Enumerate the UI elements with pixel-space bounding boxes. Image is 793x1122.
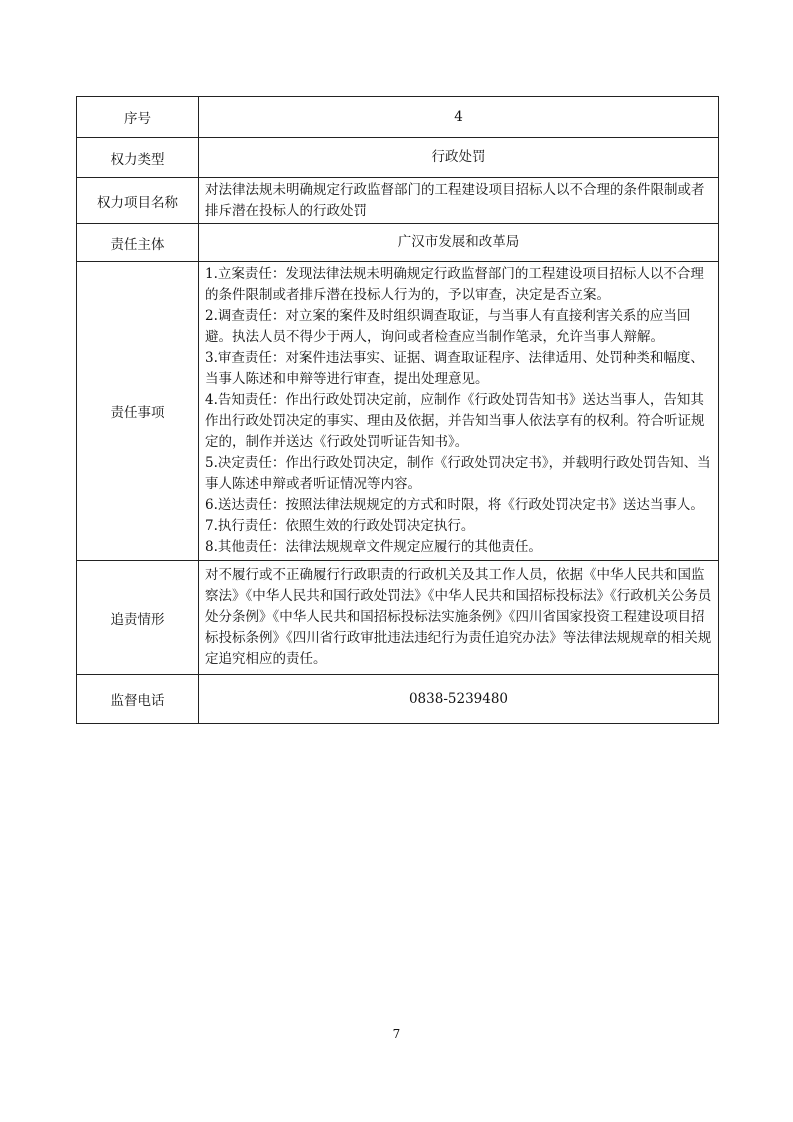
value-subject: 广汉市发展和改革局 [397, 234, 520, 250]
label-item-name: 权力项目名称 [77, 178, 199, 223]
responsibility-item: 1.立案责任：发现法律法规未明确规定行政监督部门的工程建设项目招标人以不合理的条件限制或者排斥潜在投标人行为的，予以审查，决定是否立案。 [205, 266, 704, 303]
value-phone: 0838-5239480 [408, 690, 509, 707]
label-power-type: 权力类型 [77, 138, 199, 177]
responsibility-item: 2.调查责任：对立案的案件及时组织调查取证，与当事人有直接利害关系的应当回避。执法人员不得少于两人，询问或者检查应当制作笔录，允许当事人辩解。 [205, 308, 691, 345]
row-phone [77, 675, 718, 723]
label-phone: 监督电话 [77, 675, 199, 723]
label-subject: 责任主体 [77, 224, 199, 261]
label-number: 序号 [77, 97, 199, 137]
value-number: 4 [454, 108, 463, 125]
responsibility-item: 8.其他责任：法律法规规章文件规定应履行的其他责任。 [205, 539, 542, 555]
responsibility-item: 6.送达责任：按照法律法规规定的方式和时限，将《行政处罚决定书》送达当事人。 [205, 497, 704, 513]
value-responsibilities [199, 262, 718, 560]
responsibility-item: 5.决定责任：作出行政处罚决定，制作《行政处罚决定书》，并载明行政处罚告知、当事人陈述申辩或者听证情况等内容。 [205, 455, 711, 492]
value-power-type: 行政处罚 [431, 149, 486, 165]
responsibility-list [205, 264, 712, 558]
responsibility-table [76, 96, 719, 724]
responsibility-item: 7.执行责任：依照生效的行政处罚决定执行。 [205, 518, 475, 534]
row-power-type [77, 138, 718, 178]
responsibility-item: 4.告知责任：作出行政处罚决定前，应制作《行政处罚告知书》送达当事人，告知其作出行政处罚决定的事实、理由及依据，并告知当事人依法享有的权利。符合听证规定的，制作并送达《行政处罚听证告知书》。 [205, 392, 705, 450]
row-subject [77, 224, 718, 262]
row-accountability [77, 561, 718, 675]
label-accountability: 追责情形 [77, 561, 199, 674]
responsibility-item: 3.审查责任：对案件违法事实、证据、调查取证程序、法律适用、处罚种类和幅度、当事人陈述和申辩等进行审查，提出处理意见。 [205, 350, 704, 387]
row-item-name [77, 178, 718, 224]
value-accountability: 对不履行或不正确履行行政职责的行政机关及其工作人员，依据《中华人民共和国监察法》《中华人民共和国行政处罚法》《中华人民共和国招标投标法》《行政机关公务员处分条例》《中华人民共和国招标投标法实施条例》《四川省国家投资工程建设项目招标投标条例》《四川省行政审批违法违纪行为责任追究办法》等法律法规规章的相关规定追究相应的责任。 [205, 567, 712, 667]
row-number [77, 97, 718, 138]
row-responsibilities [77, 262, 718, 561]
page-number: 7 [392, 1027, 401, 1041]
label-responsibilities: 责任事项 [77, 262, 199, 560]
value-item-name: 对法律法规未明确规定行政监督部门的工程建设项目招标人以不合理的条件限制或者排斥潜在投标人的行政处罚 [205, 181, 705, 219]
